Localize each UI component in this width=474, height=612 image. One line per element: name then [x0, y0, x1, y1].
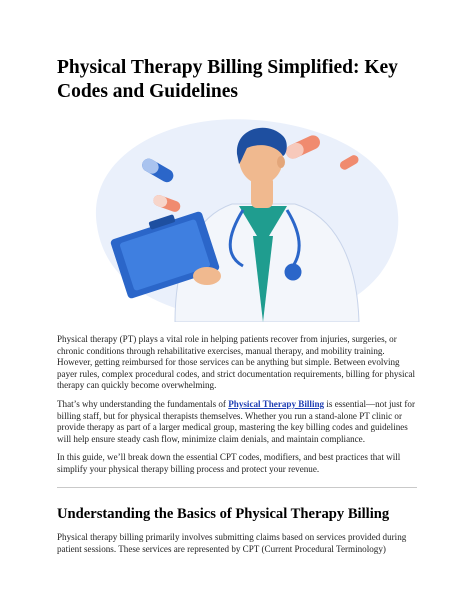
- physical-therapy-billing-link[interactable]: Physical Therapy Billing: [228, 399, 325, 409]
- section-divider: [57, 487, 417, 488]
- page-title: Physical Therapy Billing Simplified: Key Codes and Guidelines: [57, 57, 398, 102]
- basics-paragraph: Physical therapy billing primarily involves submitting claims based on services provided during patient sessions. These services are represented by CPT (Current Procedural Terminology): [57, 532, 407, 554]
- paragraph-text: is essential—not just for billing staff, but for physical therapists themselves. Whether you run a stand-alone PT clinic or provide therapy as part of a larger medical group, mastering the key billing codes and guidelines will help ensure steady cash flow, minimize claim denials, and maintain compliance.: [57, 399, 416, 444]
- doctor-illustration: [57, 106, 417, 322]
- fundamentals-paragraph: [57, 399, 419, 445]
- hand: [193, 267, 221, 285]
- paragraph-text: That’s why understanding the fundamentals of: [57, 399, 229, 409]
- guide-paragraph: In this guide, we’ll break down the essential CPT codes, modifiers, and best practices that will simplify your physical therapy billing process and protect your revenue.: [57, 452, 401, 474]
- section-heading: Understanding the Basics of Physical Therapy Billing: [57, 506, 390, 522]
- intro-paragraph: Physical therapy (PT) plays a vital role in helping patients recover from injuries, surgeries, or chronic conditions through rehabilitative exercises, manual therapy, and mobility training. However, getting reimbursed for those services can be anything but simple. Between evolving payer rules, complex procedural codes, and strict documentation requirements, billing for physical therapy can quickly become overwhelming.: [57, 334, 416, 391]
